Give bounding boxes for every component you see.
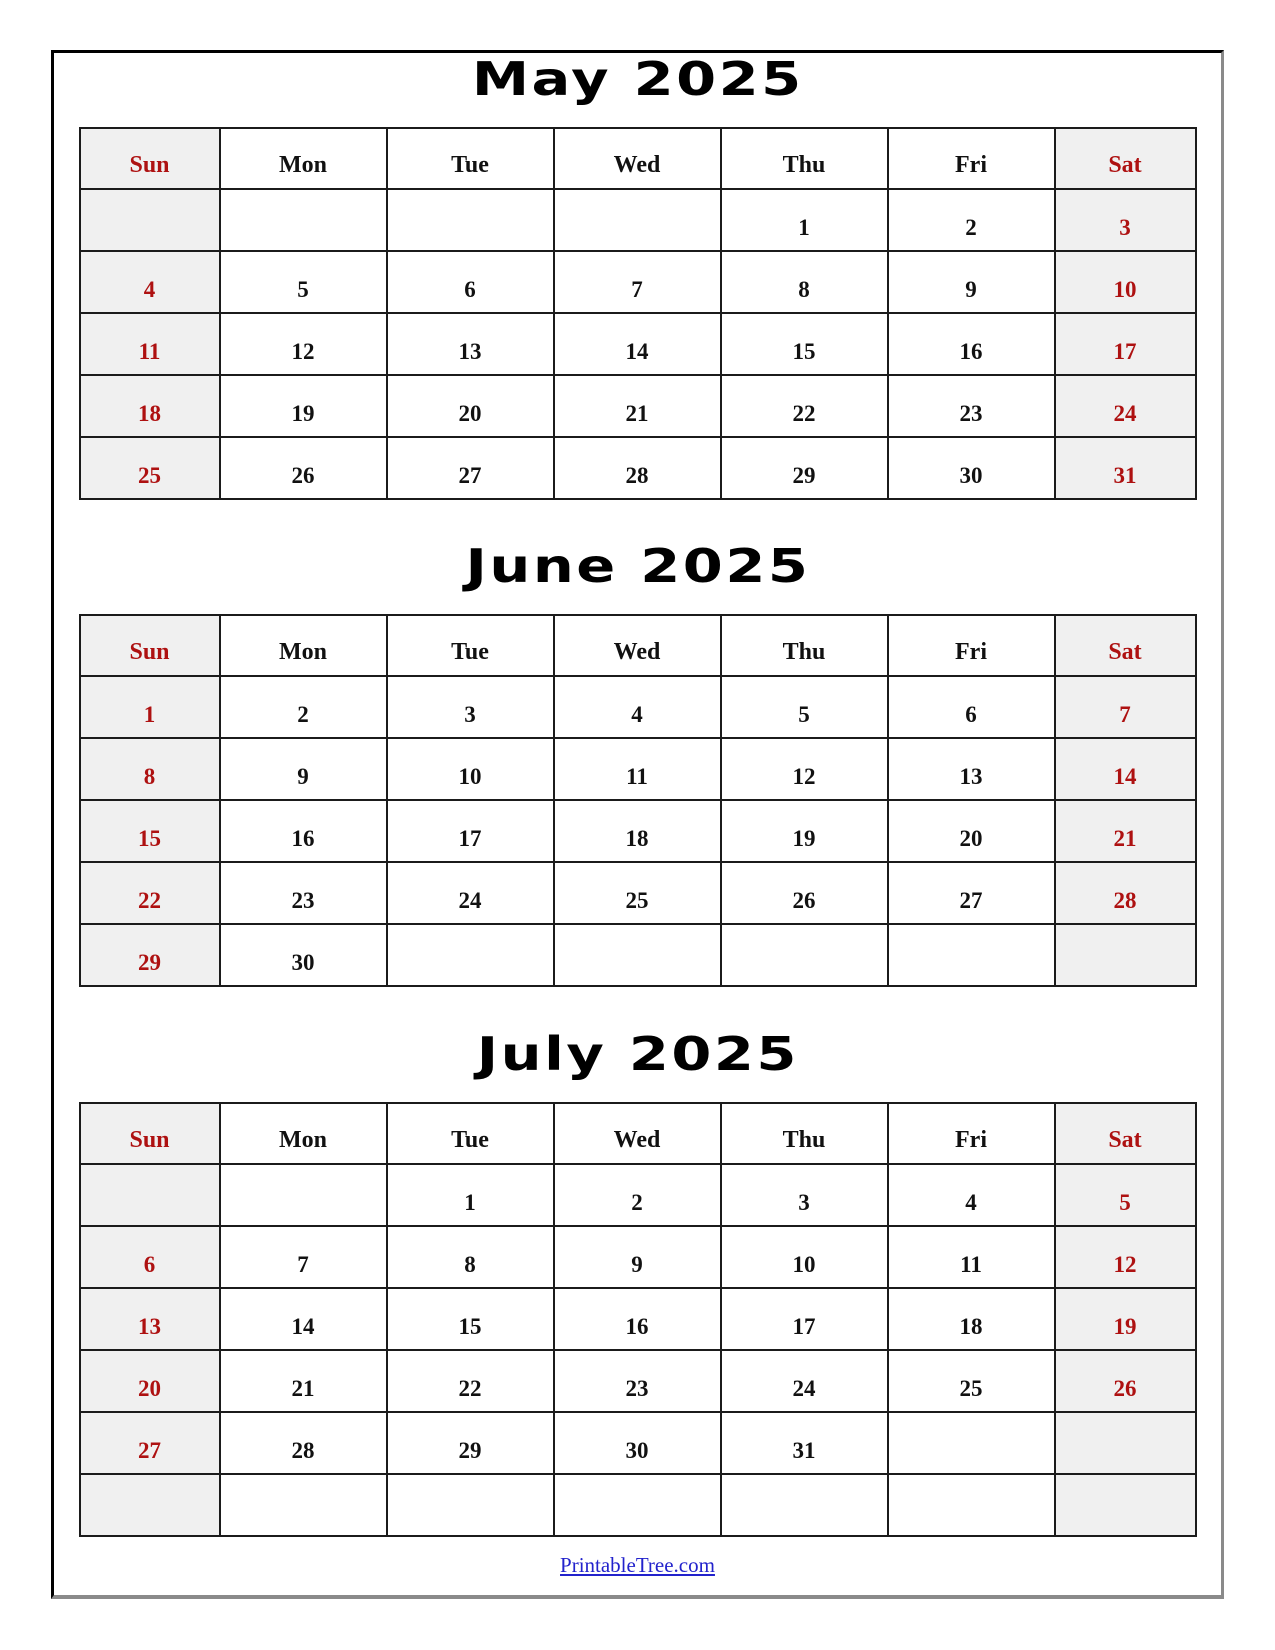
day-cell-15: 15 — [721, 313, 888, 375]
empty-cell — [721, 924, 888, 986]
empty-cell — [80, 189, 220, 251]
weekday-header-tue: Tue — [387, 1103, 554, 1164]
weekday-header-mon: Mon — [220, 615, 387, 676]
day-cell-16: 16 — [888, 313, 1055, 375]
day-cell-16: 16 — [220, 800, 387, 862]
footer-link[interactable]: PrintableTree.com — [560, 1553, 715, 1577]
day-cell-26: 26 — [1055, 1350, 1196, 1412]
day-cell-19: 19 — [1055, 1288, 1196, 1350]
empty-cell — [220, 1474, 387, 1536]
empty-cell — [387, 189, 554, 251]
day-cell-5: 5 — [220, 251, 387, 313]
weekday-header-thu: Thu — [721, 615, 888, 676]
day-cell-12: 12 — [220, 313, 387, 375]
day-cell-30: 30 — [220, 924, 387, 986]
day-cell-11: 11 — [80, 313, 220, 375]
day-cell-29: 29 — [80, 924, 220, 986]
empty-cell — [888, 1474, 1055, 1536]
empty-cell — [220, 1164, 387, 1226]
month-title-june-text: June 2025 — [465, 539, 810, 593]
day-cell-4: 4 — [888, 1164, 1055, 1226]
day-cell-2: 2 — [220, 676, 387, 738]
month-title-may — [54, 53, 1221, 105]
empty-cell — [220, 189, 387, 251]
day-cell-26: 26 — [220, 437, 387, 499]
week-row — [80, 800, 1196, 862]
month-title-june — [54, 540, 1221, 592]
day-cell-23: 23 — [888, 375, 1055, 437]
weekday-header-fri: Fri — [888, 1103, 1055, 1164]
weekday-header-fri: Fri — [888, 615, 1055, 676]
empty-cell — [554, 189, 721, 251]
empty-cell — [80, 1474, 220, 1536]
day-cell-8: 8 — [80, 738, 220, 800]
weekday-header-thu: Thu — [721, 128, 888, 189]
weekday-header-row — [80, 615, 1196, 676]
footer — [54, 1550, 1221, 1583]
week-row — [80, 1474, 1196, 1536]
month-may — [54, 53, 1221, 500]
day-cell-31: 31 — [1055, 437, 1196, 499]
day-cell-3: 3 — [1055, 189, 1196, 251]
day-cell-6: 6 — [80, 1226, 220, 1288]
day-cell-10: 10 — [387, 738, 554, 800]
weekday-header-wed: Wed — [554, 615, 721, 676]
calendar-table-july — [79, 1102, 1197, 1537]
week-row — [80, 313, 1196, 375]
day-cell-1: 1 — [80, 676, 220, 738]
day-cell-20: 20 — [80, 1350, 220, 1412]
week-row — [80, 676, 1196, 738]
week-row — [80, 1164, 1196, 1226]
day-cell-22: 22 — [387, 1350, 554, 1412]
empty-cell — [721, 1474, 888, 1536]
weekday-header-sun: Sun — [80, 128, 220, 189]
day-cell-15: 15 — [80, 800, 220, 862]
weekday-header-row — [80, 1103, 1196, 1164]
day-cell-22: 22 — [721, 375, 888, 437]
empty-cell — [888, 924, 1055, 986]
day-cell-14: 14 — [220, 1288, 387, 1350]
day-cell-24: 24 — [721, 1350, 888, 1412]
week-row — [80, 189, 1196, 251]
weekday-header-sat: Sat — [1055, 1103, 1196, 1164]
day-cell-3: 3 — [387, 676, 554, 738]
day-cell-25: 25 — [80, 437, 220, 499]
week-row — [80, 375, 1196, 437]
week-row — [80, 251, 1196, 313]
day-cell-6: 6 — [387, 251, 554, 313]
empty-cell — [387, 924, 554, 986]
day-cell-26: 26 — [721, 862, 888, 924]
day-cell-24: 24 — [1055, 375, 1196, 437]
weekday-header-wed: Wed — [554, 1103, 721, 1164]
week-row — [80, 1226, 1196, 1288]
day-cell-18: 18 — [888, 1288, 1055, 1350]
day-cell-19: 19 — [220, 375, 387, 437]
day-cell-23: 23 — [554, 1350, 721, 1412]
day-cell-25: 25 — [554, 862, 721, 924]
day-cell-20: 20 — [387, 375, 554, 437]
week-row — [80, 437, 1196, 499]
day-cell-31: 31 — [721, 1412, 888, 1474]
day-cell-14: 14 — [554, 313, 721, 375]
day-cell-2: 2 — [888, 189, 1055, 251]
weekday-header-row — [80, 128, 1196, 189]
day-cell-8: 8 — [387, 1226, 554, 1288]
empty-cell — [1055, 1474, 1196, 1536]
day-cell-18: 18 — [554, 800, 721, 862]
page-frame — [51, 50, 1224, 1599]
day-cell-9: 9 — [888, 251, 1055, 313]
day-cell-21: 21 — [1055, 800, 1196, 862]
weekday-header-mon: Mon — [220, 128, 387, 189]
day-cell-29: 29 — [721, 437, 888, 499]
day-cell-13: 13 — [888, 738, 1055, 800]
calendar-table-june — [79, 614, 1197, 987]
week-row — [80, 1288, 1196, 1350]
day-cell-27: 27 — [888, 862, 1055, 924]
day-cell-10: 10 — [721, 1226, 888, 1288]
weekday-header-sat: Sat — [1055, 128, 1196, 189]
day-cell-20: 20 — [888, 800, 1055, 862]
day-cell-6: 6 — [888, 676, 1055, 738]
day-cell-7: 7 — [220, 1226, 387, 1288]
day-cell-19: 19 — [721, 800, 888, 862]
week-row — [80, 924, 1196, 986]
day-cell-14: 14 — [1055, 738, 1196, 800]
empty-cell — [387, 1474, 554, 1536]
day-cell-28: 28 — [220, 1412, 387, 1474]
day-cell-27: 27 — [387, 437, 554, 499]
weekday-header-wed: Wed — [554, 128, 721, 189]
month-title-july — [54, 1028, 1221, 1080]
day-cell-11: 11 — [888, 1226, 1055, 1288]
weekday-header-sun: Sun — [80, 615, 220, 676]
month-title-july-text: July 2025 — [476, 1027, 799, 1081]
day-cell-22: 22 — [80, 862, 220, 924]
day-cell-15: 15 — [387, 1288, 554, 1350]
week-row — [80, 1412, 1196, 1474]
day-cell-13: 13 — [80, 1288, 220, 1350]
day-cell-4: 4 — [80, 251, 220, 313]
weekday-header-sat: Sat — [1055, 615, 1196, 676]
day-cell-4: 4 — [554, 676, 721, 738]
empty-cell — [1055, 924, 1196, 986]
month-july — [54, 1028, 1221, 1537]
empty-cell — [80, 1164, 220, 1226]
week-row — [80, 1350, 1196, 1412]
day-cell-12: 12 — [1055, 1226, 1196, 1288]
day-cell-7: 7 — [554, 251, 721, 313]
day-cell-7: 7 — [1055, 676, 1196, 738]
day-cell-1: 1 — [387, 1164, 554, 1226]
day-cell-12: 12 — [721, 738, 888, 800]
day-cell-28: 28 — [554, 437, 721, 499]
day-cell-24: 24 — [387, 862, 554, 924]
day-cell-30: 30 — [554, 1412, 721, 1474]
week-row — [80, 738, 1196, 800]
day-cell-18: 18 — [80, 375, 220, 437]
weekday-header-tue: Tue — [387, 128, 554, 189]
weekday-header-mon: Mon — [220, 1103, 387, 1164]
empty-cell — [554, 1474, 721, 1536]
week-row — [80, 862, 1196, 924]
day-cell-10: 10 — [1055, 251, 1196, 313]
day-cell-13: 13 — [387, 313, 554, 375]
month-title-may-text: May 2025 — [471, 52, 804, 106]
empty-cell — [554, 924, 721, 986]
day-cell-16: 16 — [554, 1288, 721, 1350]
day-cell-5: 5 — [1055, 1164, 1196, 1226]
day-cell-21: 21 — [220, 1350, 387, 1412]
day-cell-23: 23 — [220, 862, 387, 924]
day-cell-17: 17 — [1055, 313, 1196, 375]
day-cell-8: 8 — [721, 251, 888, 313]
day-cell-30: 30 — [888, 437, 1055, 499]
day-cell-28: 28 — [1055, 862, 1196, 924]
day-cell-2: 2 — [554, 1164, 721, 1226]
weekday-header-sun: Sun — [80, 1103, 220, 1164]
day-cell-17: 17 — [721, 1288, 888, 1350]
empty-cell — [1055, 1412, 1196, 1474]
day-cell-25: 25 — [888, 1350, 1055, 1412]
weekday-header-tue: Tue — [387, 615, 554, 676]
day-cell-3: 3 — [721, 1164, 888, 1226]
weekday-header-fri: Fri — [888, 128, 1055, 189]
day-cell-9: 9 — [554, 1226, 721, 1288]
day-cell-11: 11 — [554, 738, 721, 800]
day-cell-29: 29 — [387, 1412, 554, 1474]
empty-cell — [888, 1412, 1055, 1474]
day-cell-27: 27 — [80, 1412, 220, 1474]
calendar-table-may — [79, 127, 1197, 500]
day-cell-21: 21 — [554, 375, 721, 437]
day-cell-5: 5 — [721, 676, 888, 738]
day-cell-9: 9 — [220, 738, 387, 800]
day-cell-17: 17 — [387, 800, 554, 862]
weekday-header-thu: Thu — [721, 1103, 888, 1164]
day-cell-1: 1 — [721, 189, 888, 251]
month-june — [54, 540, 1221, 987]
